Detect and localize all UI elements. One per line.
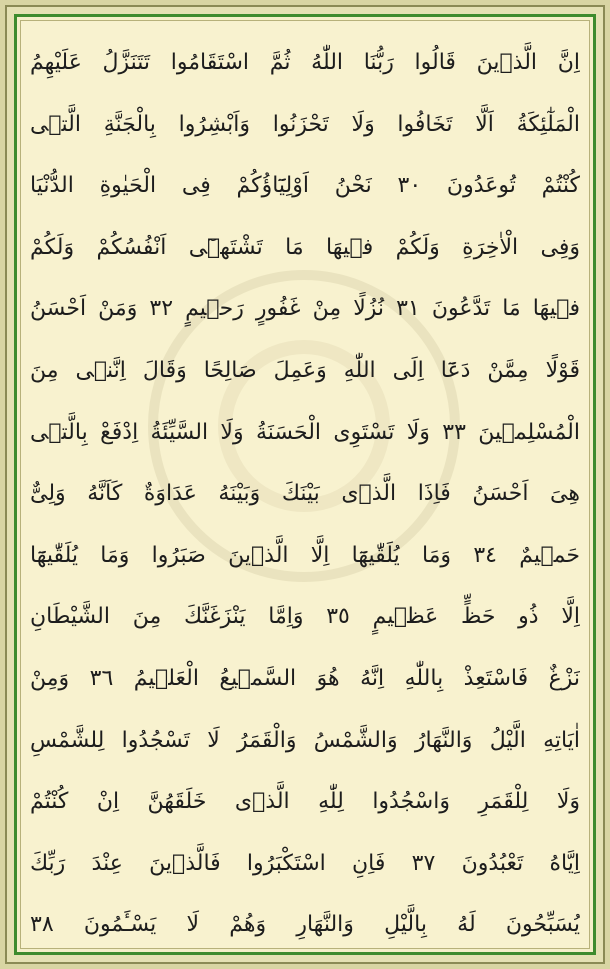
text-line: الْمُسْلِمٖينَ ٣٣ وَلَا تَسْتَوِى الْحَسَنَةُ وَلَا السَّيِّئَةُ اِدْفَعْ بِالَّتٖى: [30, 419, 580, 445]
text-line: اِلَّا ذُو حَظٍّ عَظٖيمٍ ٣٥ وَاِمَّا يَنْزَغَنَّكَ مِنَ الشَّيْطَانِ: [30, 604, 580, 630]
text-line: حَمٖيمٌ ٣٤ وَمَا يُلَقّٰيهَٓا اِلَّا الَّذٖينَ صَبَرُوا وَمَا يُلَقّٰيهَٓا: [30, 542, 580, 568]
text-area: [30, 32, 580, 939]
text-line: اٰيَاتِهِ الَّيْلُ وَالنَّهَارُ وَالشَّمْسُ وَالْقَمَرُ لَا تَسْجُدُوا لِلشَّمْسِ: [30, 727, 580, 753]
text-line: وَلَا لِلْقَمَرِ وَاسْجُدُوا لِلّٰهِ الَّذٖى خَلَقَهُنَّ اِنْ كُنْتُمْ: [30, 789, 580, 815]
text-line: يُسَبِّحُونَ لَهُ بِالَّيْلِ وَالنَّهَارِ وَهُمْ لَا يَسْـَٔمُونَ ٣٨: [30, 912, 580, 938]
text-line: قَوْلًا مِمَّنْ دَعَٓا اِلَى اللّٰهِ وَعَمِلَ صَالِحًا وَقَالَ اِنَّنٖى مِنَ: [30, 357, 580, 383]
text-line: الْمَلٰٓئِكَةُ اَلَّا تَخَافُوا وَلَا تَحْزَنُوا وَاَبْشِرُوا بِالْجَنَّةِ الَّتٖى: [30, 111, 580, 137]
text-line: كُنْتُمْ تُوعَدُونَ ٣٠ نَحْنُ اَوْلِيَٓاؤُكُمْ فِى الْحَيٰوةِ الدُّنْيَا: [30, 173, 580, 199]
text-line: فٖيهَا مَا تَدَّعُونَ ٣١ نُزُلًا مِنْ غَفُورٍ رَحٖيمٍ ٣٢ وَمَنْ اَحْسَنُ: [30, 296, 580, 322]
text-line: اِنَّ الَّذٖينَ قَالُوا رَبُّنَا اللّٰهُ ثُمَّ اسْتَقَامُوا تَتَنَزَّلُ عَلَيْهِمُ: [30, 50, 580, 75]
text-line: اِيَّاهُ تَعْبُدُونَ ٣٧ فَاِنِ اسْتَكْبَرُوا فَالَّذٖينَ عِنْدَ رَبِّكَ: [30, 850, 580, 876]
text-line: وَفِى الْاٰخِرَةِ وَلَكُمْ فٖيهَا مَا تَشْتَهٖٓى اَنْفُسُكُمْ وَلَكُمْ: [30, 234, 580, 260]
text-line: هِىَ اَحْسَنُ فَاِذَا الَّذٖى بَيْنَكَ وَبَيْنَهُ عَدَاوَةٌ كَاَنَّهُ وَلِىٌّ: [30, 481, 580, 507]
text-line: نَزْغٌ فَاسْتَعِذْ بِاللّٰهِ اِنَّهُ هُوَ السَّمٖيعُ الْعَلٖيمُ ٣٦ وَمِنْ: [30, 665, 580, 691]
